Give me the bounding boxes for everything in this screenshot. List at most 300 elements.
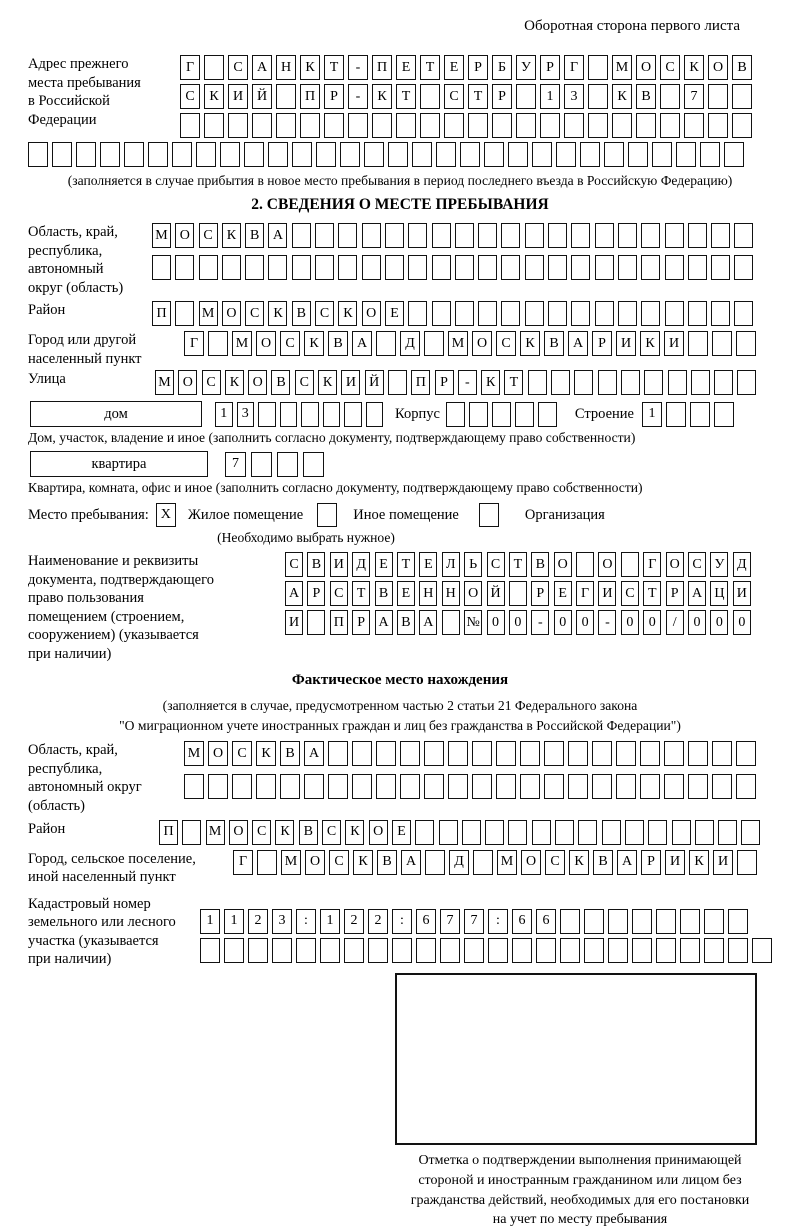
char-cell: С bbox=[444, 84, 464, 109]
text-line: республика, bbox=[28, 242, 103, 259]
actual-district-row[interactable] bbox=[159, 820, 765, 845]
char-cell bbox=[180, 113, 200, 138]
char-cell: П bbox=[411, 370, 430, 395]
char-cell: В bbox=[271, 370, 290, 395]
char-cell: Т bbox=[509, 552, 527, 577]
char-cell: Г bbox=[564, 55, 584, 80]
char-cell bbox=[328, 774, 348, 799]
char-cell bbox=[148, 142, 168, 167]
char-cell bbox=[508, 820, 527, 845]
char-cell bbox=[724, 142, 744, 167]
char-cell bbox=[516, 84, 536, 109]
char-cell bbox=[100, 142, 120, 167]
house-cells[interactable] bbox=[215, 402, 387, 427]
confirmation-caption bbox=[380, 1151, 780, 1230]
char-cell: : bbox=[392, 909, 412, 934]
char-cell bbox=[408, 255, 427, 280]
text-line: (заполняется в случае, предусмотренном частью 2 статьи 21 Федерального закона bbox=[162, 697, 638, 713]
stroenie-cells[interactable] bbox=[642, 402, 738, 427]
char-cell bbox=[485, 820, 504, 845]
document-label bbox=[28, 552, 285, 663]
char-cell bbox=[695, 820, 714, 845]
stroenie-label: Строение bbox=[574, 405, 634, 422]
char-cell bbox=[536, 938, 556, 963]
char-cell bbox=[199, 255, 218, 280]
char-cell bbox=[736, 774, 756, 799]
char-cell bbox=[732, 113, 752, 138]
char-cell: С bbox=[315, 301, 334, 326]
char-cell: П bbox=[152, 301, 171, 326]
char-cell bbox=[420, 113, 440, 138]
actual-city-block bbox=[28, 850, 772, 887]
stay-type-checkbox-organization[interactable] bbox=[479, 503, 499, 527]
char-cell: - bbox=[458, 370, 477, 395]
stay-type-note: (Необходимо выбрать нужное) bbox=[217, 530, 395, 546]
char-cell: 0 bbox=[554, 610, 572, 635]
char-cell bbox=[528, 370, 547, 395]
char-cell bbox=[152, 255, 171, 280]
document-block bbox=[28, 552, 772, 663]
document-cells bbox=[285, 552, 755, 635]
actual-region-block bbox=[28, 741, 772, 815]
char-cell: И bbox=[285, 610, 303, 635]
char-cell bbox=[608, 938, 628, 963]
char-cell bbox=[684, 113, 704, 138]
cadastral-row-1[interactable] bbox=[200, 909, 776, 934]
char-cell: Р bbox=[352, 610, 370, 635]
char-cell bbox=[708, 84, 728, 109]
char-cell: Е bbox=[444, 55, 464, 80]
char-cell: С bbox=[329, 850, 349, 875]
char-cell bbox=[691, 370, 710, 395]
char-cell bbox=[492, 113, 512, 138]
text-line: стороной и иностранным гражданином или лицом без bbox=[418, 1172, 742, 1188]
prev-address-row-4[interactable] bbox=[28, 142, 772, 167]
char-cell: А bbox=[617, 850, 637, 875]
char-cell bbox=[376, 331, 396, 356]
street-row[interactable] bbox=[155, 370, 761, 395]
char-cell: Р bbox=[468, 55, 488, 80]
char-cell bbox=[644, 370, 663, 395]
char-cell bbox=[468, 113, 488, 138]
char-cell bbox=[338, 223, 357, 248]
char-cell bbox=[292, 223, 311, 248]
document-row-1[interactable] bbox=[285, 552, 755, 577]
char-cell bbox=[76, 142, 96, 167]
prev-address-block bbox=[28, 55, 772, 138]
char-cell bbox=[303, 452, 324, 477]
text-line: автономный округ bbox=[28, 779, 142, 796]
apartment-cells[interactable] bbox=[225, 452, 329, 477]
char-cell bbox=[455, 301, 474, 326]
char-cell bbox=[714, 370, 733, 395]
char-cell bbox=[618, 301, 637, 326]
char-cell: К bbox=[345, 820, 364, 845]
char-cell: М bbox=[155, 370, 174, 395]
char-cell bbox=[666, 402, 686, 427]
char-cell: 7 bbox=[464, 909, 484, 934]
document-row-2[interactable] bbox=[285, 581, 755, 606]
char-cell: Н bbox=[442, 581, 460, 606]
char-cell bbox=[548, 223, 567, 248]
cadastral-cells bbox=[200, 909, 776, 963]
char-cell bbox=[665, 255, 684, 280]
char-cell: Г bbox=[643, 552, 661, 577]
char-cell bbox=[741, 820, 760, 845]
char-cell bbox=[704, 909, 724, 934]
char-cell bbox=[385, 223, 404, 248]
char-cell bbox=[455, 255, 474, 280]
char-cell bbox=[700, 142, 720, 167]
char-cell: В bbox=[375, 581, 393, 606]
prev-address-note: (заполняется в случае прибытия в новое место пребывания в период последнего въезда в Российскую Федерацию) bbox=[67, 173, 733, 188]
stay-type-option-residential: Жилое помещение bbox=[187, 506, 304, 523]
char-cell: О bbox=[222, 301, 241, 326]
char-cell: 7 bbox=[225, 452, 246, 477]
actual-region-cells bbox=[184, 741, 760, 799]
char-cell: Т bbox=[420, 55, 440, 80]
char-cell: И bbox=[598, 581, 616, 606]
document-row-3[interactable] bbox=[285, 610, 755, 635]
street-block bbox=[28, 370, 772, 395]
prev-address-label bbox=[28, 55, 180, 129]
char-cell bbox=[315, 223, 334, 248]
text-line: в Российской bbox=[28, 93, 110, 110]
char-cell: И bbox=[341, 370, 360, 395]
char-cell: А bbox=[252, 55, 272, 80]
region-row-2[interactable] bbox=[152, 255, 758, 280]
char-cell bbox=[532, 820, 551, 845]
char-cell: С bbox=[545, 850, 565, 875]
char-cell bbox=[424, 774, 444, 799]
char-cell: А bbox=[285, 581, 303, 606]
char-cell bbox=[734, 223, 753, 248]
char-cell bbox=[200, 938, 220, 963]
char-cell: К bbox=[204, 84, 224, 109]
char-cell bbox=[592, 774, 612, 799]
char-cell: 6 bbox=[536, 909, 556, 934]
actual-location-title: Фактическое место нахождения bbox=[291, 671, 509, 688]
char-cell: Т bbox=[397, 552, 415, 577]
char-cell: 2 bbox=[248, 909, 268, 934]
char-cell bbox=[656, 938, 676, 963]
char-cell: С bbox=[487, 552, 505, 577]
char-cell bbox=[340, 142, 360, 167]
char-cell: Р bbox=[641, 850, 661, 875]
char-cell bbox=[711, 301, 730, 326]
char-cell: О bbox=[175, 223, 194, 248]
char-cell: М bbox=[448, 331, 468, 356]
char-cell bbox=[352, 741, 372, 766]
char-cell: 0 bbox=[621, 610, 639, 635]
char-cell: С bbox=[496, 331, 516, 356]
house-block bbox=[28, 401, 772, 427]
apartment-block bbox=[28, 451, 772, 477]
text-line: Адрес прежнего bbox=[28, 56, 129, 72]
text-line: населенный пункт bbox=[28, 350, 142, 367]
char-cell: О bbox=[229, 820, 248, 845]
char-cell: С bbox=[202, 370, 221, 395]
char-cell bbox=[616, 774, 636, 799]
char-cell bbox=[680, 938, 700, 963]
char-cell bbox=[734, 255, 753, 280]
char-cell: 1 bbox=[642, 402, 662, 427]
text-line: иной населенный пункт bbox=[28, 869, 176, 886]
char-cell: 1 bbox=[200, 909, 220, 934]
char-cell: О bbox=[636, 55, 656, 80]
char-cell: Д bbox=[449, 850, 469, 875]
char-cell: В bbox=[328, 331, 348, 356]
text-line: Наименование и реквизиты bbox=[28, 553, 199, 570]
char-cell: И bbox=[733, 581, 751, 606]
char-cell: Р bbox=[324, 84, 344, 109]
char-cell: К bbox=[275, 820, 294, 845]
char-cell bbox=[304, 774, 324, 799]
char-cell bbox=[315, 255, 334, 280]
char-cell: В bbox=[377, 850, 397, 875]
char-cell: К bbox=[256, 741, 276, 766]
char-cell: Р bbox=[540, 55, 560, 80]
cadastral-row-2[interactable] bbox=[200, 938, 776, 963]
char-cell: Г bbox=[233, 850, 253, 875]
char-cell bbox=[376, 774, 396, 799]
char-cell: С bbox=[621, 581, 639, 606]
char-cell bbox=[455, 223, 474, 248]
char-cell bbox=[344, 938, 364, 963]
char-cell bbox=[416, 938, 436, 963]
char-cell: 6 bbox=[416, 909, 436, 934]
char-cell bbox=[124, 142, 144, 167]
char-cell bbox=[392, 938, 412, 963]
char-cell bbox=[592, 741, 612, 766]
char-cell bbox=[462, 820, 481, 845]
text-line: автономный bbox=[28, 261, 104, 278]
char-cell bbox=[296, 938, 316, 963]
char-cell bbox=[444, 113, 464, 138]
char-cell: И bbox=[664, 331, 684, 356]
char-cell bbox=[473, 850, 493, 875]
char-cell bbox=[292, 255, 311, 280]
char-cell bbox=[488, 938, 508, 963]
char-cell bbox=[688, 774, 708, 799]
text-line: "О миграционном учете иностранных граждан и лиц без гражданства в Российской Федерации") bbox=[119, 717, 681, 733]
prev-address-cells bbox=[180, 55, 756, 138]
char-cell bbox=[424, 331, 444, 356]
char-cell bbox=[512, 938, 532, 963]
char-cell: 3 bbox=[564, 84, 584, 109]
char-cell bbox=[478, 255, 497, 280]
char-cell: - bbox=[348, 55, 368, 80]
char-cell: 0 bbox=[509, 610, 527, 635]
char-cell: Д bbox=[352, 552, 370, 577]
char-cell: К bbox=[689, 850, 709, 875]
char-cell: О bbox=[554, 552, 572, 577]
prev-address-row-3[interactable] bbox=[180, 113, 756, 138]
char-cell: Т bbox=[643, 581, 661, 606]
char-cell bbox=[656, 909, 676, 934]
actual-district-label: Район bbox=[28, 820, 66, 837]
text-line: места пребывания bbox=[28, 74, 141, 91]
char-cell bbox=[320, 938, 340, 963]
char-cell: И bbox=[616, 331, 636, 356]
char-cell bbox=[280, 402, 298, 427]
char-cell bbox=[616, 741, 636, 766]
char-cell: Р bbox=[492, 84, 512, 109]
char-cell bbox=[472, 741, 492, 766]
stay-type-label: Место пребывания: bbox=[28, 506, 149, 523]
char-cell bbox=[688, 741, 708, 766]
char-cell: Ц bbox=[710, 581, 728, 606]
char-cell bbox=[492, 402, 511, 427]
region-label bbox=[28, 223, 152, 297]
region-row-1[interactable] bbox=[152, 223, 758, 248]
char-cell bbox=[400, 774, 420, 799]
char-cell: Д bbox=[733, 552, 751, 577]
char-cell bbox=[478, 223, 497, 248]
text-line: Город, сельское поселение, bbox=[28, 850, 196, 867]
char-cell bbox=[338, 255, 357, 280]
apartment-caption: Квартира, комната, офис и иное (заполнить согласно документу, подтверждающему право собственности) bbox=[28, 480, 643, 496]
char-cell bbox=[640, 774, 660, 799]
char-cell: К bbox=[481, 370, 500, 395]
char-cell bbox=[424, 741, 444, 766]
char-cell bbox=[420, 84, 440, 109]
char-cell bbox=[348, 113, 368, 138]
stay-type-checkbox-other[interactable] bbox=[317, 503, 337, 527]
char-cell bbox=[568, 741, 588, 766]
prev-address-row-2[interactable] bbox=[180, 84, 756, 109]
char-cell bbox=[400, 741, 420, 766]
char-cell bbox=[439, 820, 458, 845]
char-cell bbox=[323, 402, 341, 427]
stay-type-checkbox-residential[interactable]: X bbox=[156, 503, 176, 527]
char-cell: 3 bbox=[272, 909, 292, 934]
char-cell bbox=[714, 402, 734, 427]
text-line: при наличии) bbox=[28, 951, 112, 968]
char-cell: К bbox=[318, 370, 337, 395]
char-cell: О bbox=[208, 741, 228, 766]
char-cell bbox=[712, 741, 732, 766]
char-cell: 1 bbox=[224, 909, 244, 934]
char-cell bbox=[641, 301, 660, 326]
char-cell bbox=[551, 370, 570, 395]
char-cell bbox=[628, 142, 648, 167]
char-cell: С bbox=[245, 301, 264, 326]
char-cell: С bbox=[199, 223, 218, 248]
char-cell: Й bbox=[365, 370, 384, 395]
actual-region-row-2[interactable] bbox=[184, 774, 760, 799]
char-cell bbox=[712, 331, 732, 356]
char-cell bbox=[472, 774, 492, 799]
char-cell: Н bbox=[276, 55, 296, 80]
char-cell bbox=[525, 301, 544, 326]
char-cell bbox=[469, 402, 488, 427]
char-cell bbox=[276, 84, 296, 109]
char-cell: П bbox=[330, 610, 348, 635]
char-cell bbox=[584, 909, 604, 934]
korpus-cells[interactable] bbox=[446, 402, 561, 427]
char-cell: Т bbox=[504, 370, 523, 395]
char-cell bbox=[388, 142, 408, 167]
char-cell bbox=[440, 938, 460, 963]
char-cell bbox=[602, 820, 621, 845]
char-cell bbox=[52, 142, 72, 167]
char-cell bbox=[501, 223, 520, 248]
char-cell bbox=[652, 142, 672, 167]
text-line: документа, подтверждающего bbox=[28, 571, 214, 588]
char-cell bbox=[376, 741, 396, 766]
char-cell bbox=[540, 113, 560, 138]
char-cell bbox=[690, 402, 710, 427]
char-cell: 2 bbox=[344, 909, 364, 934]
char-cell bbox=[688, 301, 707, 326]
char-cell bbox=[574, 370, 593, 395]
char-cell: № bbox=[464, 610, 482, 635]
char-cell: М bbox=[206, 820, 225, 845]
char-cell bbox=[280, 774, 300, 799]
char-cell: В bbox=[397, 610, 415, 635]
char-cell: - bbox=[598, 610, 616, 635]
actual-city-row[interactable] bbox=[233, 850, 761, 875]
char-cell: С bbox=[252, 820, 271, 845]
char-cell: 0 bbox=[710, 610, 728, 635]
char-cell bbox=[538, 402, 557, 427]
char-cell: 0 bbox=[733, 610, 751, 635]
char-cell: Р bbox=[666, 581, 684, 606]
char-cell bbox=[525, 255, 544, 280]
char-cell: А bbox=[401, 850, 421, 875]
char-cell: М bbox=[152, 223, 171, 248]
char-cell bbox=[184, 774, 204, 799]
char-cell bbox=[711, 223, 730, 248]
char-cell: С bbox=[180, 84, 200, 109]
prev-address-row-1[interactable] bbox=[180, 55, 756, 80]
char-cell: Г bbox=[184, 331, 204, 356]
actual-region-row-1[interactable] bbox=[184, 741, 760, 766]
char-cell bbox=[460, 142, 480, 167]
char-cell: О bbox=[256, 331, 276, 356]
char-cell bbox=[560, 938, 580, 963]
char-cell bbox=[728, 909, 748, 934]
char-cell bbox=[252, 113, 272, 138]
char-cell bbox=[415, 820, 434, 845]
char-cell: В bbox=[544, 331, 564, 356]
char-cell bbox=[532, 142, 552, 167]
char-cell bbox=[256, 774, 276, 799]
char-cell: А bbox=[688, 581, 706, 606]
char-cell bbox=[736, 331, 756, 356]
char-cell: В bbox=[307, 552, 325, 577]
city-row[interactable] bbox=[184, 331, 760, 356]
char-cell bbox=[711, 255, 730, 280]
char-cell bbox=[548, 255, 567, 280]
char-cell: 0 bbox=[576, 610, 594, 635]
char-cell bbox=[737, 370, 756, 395]
char-cell bbox=[595, 255, 614, 280]
char-cell bbox=[448, 741, 468, 766]
char-cell: К bbox=[225, 370, 244, 395]
char-cell: Д bbox=[400, 331, 420, 356]
char-cell: - bbox=[531, 610, 549, 635]
char-cell bbox=[576, 552, 594, 577]
district-row[interactable] bbox=[152, 301, 758, 326]
stay-type-option-organization: Организация bbox=[524, 506, 605, 523]
char-cell bbox=[175, 301, 194, 326]
char-cell bbox=[501, 255, 520, 280]
char-cell bbox=[556, 142, 576, 167]
char-cell: 0 bbox=[487, 610, 505, 635]
char-cell bbox=[248, 938, 268, 963]
